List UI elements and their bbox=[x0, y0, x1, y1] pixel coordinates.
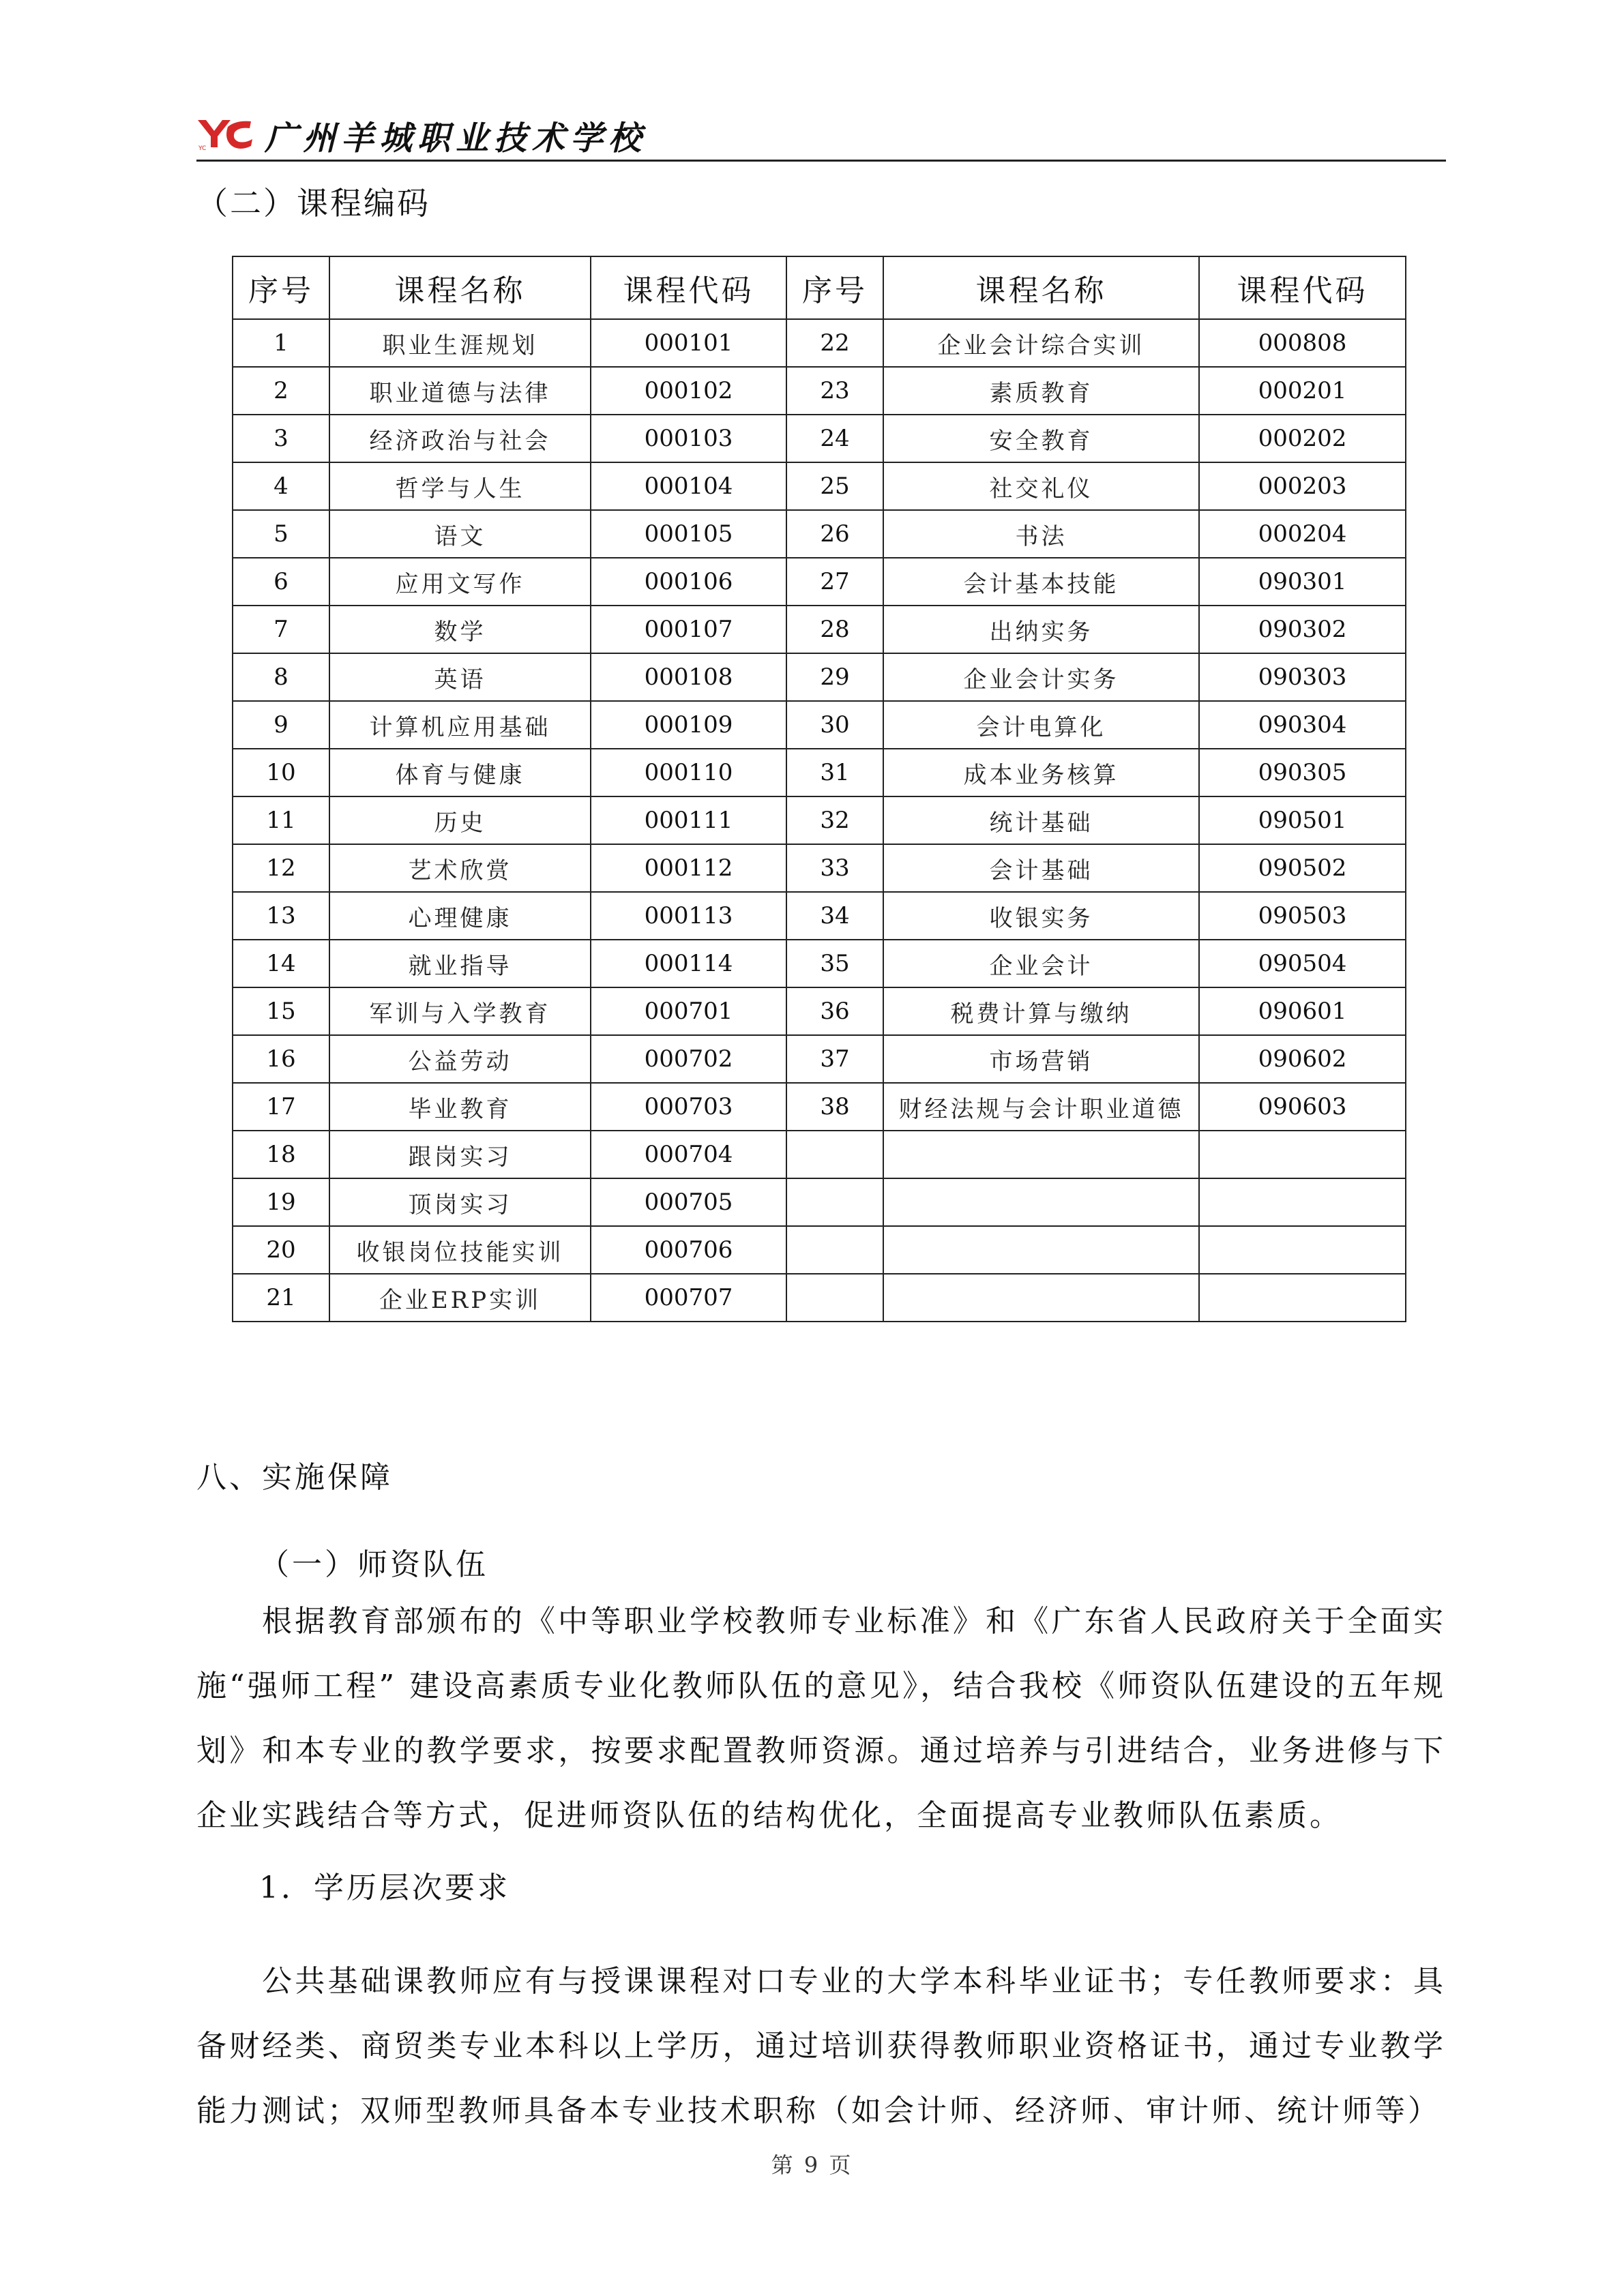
table-cell: 35 bbox=[786, 940, 883, 987]
table-cell: 统计基础 bbox=[883, 796, 1199, 844]
table-cell: 29 bbox=[786, 653, 883, 701]
table-cell: 000103 bbox=[591, 415, 786, 462]
table-cell: 书法 bbox=[883, 510, 1199, 558]
table-cell: 090305 bbox=[1199, 749, 1406, 796]
table-row bbox=[233, 940, 1406, 987]
table-row bbox=[233, 987, 1406, 1035]
column-header: 序号 bbox=[233, 256, 329, 319]
table-cell: 就业指导 bbox=[329, 940, 591, 987]
table-cell: 000702 bbox=[591, 1035, 786, 1083]
table-cell bbox=[1199, 1131, 1406, 1178]
table-row bbox=[233, 1131, 1406, 1178]
table-row bbox=[233, 749, 1406, 796]
table-cell: 1 bbox=[233, 319, 329, 367]
paragraph: 公共基础课教师应有与授课课程对口专业的大学本科毕业证书；专任教师要求：具备财经类、商贸类专业本科以上学历，通过培训获得教师职业资格证书，通过专业教学能力测试；双师型教师具备本专业技术职称（如会计师、经济师、审计师、统计师等） bbox=[196, 1964, 1446, 2128]
table-cell: 税费计算与缴纳 bbox=[883, 987, 1199, 1035]
table-cell: 企业ERP实训 bbox=[329, 1274, 591, 1322]
table-cell: 000108 bbox=[591, 653, 786, 701]
table-cell: 090504 bbox=[1199, 940, 1406, 987]
table-cell: 毕业教育 bbox=[329, 1083, 591, 1131]
school-logo bbox=[196, 116, 256, 151]
column-header: 课程代码 bbox=[591, 256, 786, 319]
table-cell: 000105 bbox=[591, 510, 786, 558]
table-cell: 顶岗实习 bbox=[329, 1178, 591, 1226]
table-row bbox=[233, 510, 1406, 558]
table-cell bbox=[883, 1178, 1199, 1226]
table-cell bbox=[1199, 1226, 1406, 1274]
table-cell: 会计基础 bbox=[883, 844, 1199, 892]
table-cell: 36 bbox=[786, 987, 883, 1035]
table-cell: 数学 bbox=[329, 606, 591, 653]
table-cell: 财经法规与会计职业道德 bbox=[883, 1083, 1199, 1131]
table-cell: 000705 bbox=[591, 1178, 786, 1226]
table-cell: 职业道德与法律 bbox=[329, 367, 591, 415]
school-name: 广州羊城职业技术学校 bbox=[265, 119, 647, 158]
table-cell: 应用文写作 bbox=[329, 558, 591, 606]
logo-text: YC bbox=[198, 145, 207, 151]
table-cell: 14 bbox=[233, 940, 329, 987]
table-cell: 8 bbox=[233, 653, 329, 701]
table-cell: 000204 bbox=[1199, 510, 1406, 558]
table-cell bbox=[883, 1226, 1199, 1274]
section-title-course-codes: （二）课程编码 bbox=[196, 185, 430, 222]
table-cell: 000101 bbox=[591, 319, 786, 367]
table-cell: 090603 bbox=[1199, 1083, 1406, 1131]
column-header: 课程名称 bbox=[883, 256, 1199, 319]
table-cell: 33 bbox=[786, 844, 883, 892]
table-cell: 090301 bbox=[1199, 558, 1406, 606]
table-cell: 心理健康 bbox=[329, 892, 591, 940]
course-code-table bbox=[232, 256, 1406, 1322]
table-cell: 2 bbox=[233, 367, 329, 415]
table-cell: 企业会计实务 bbox=[883, 653, 1199, 701]
table-cell: 20 bbox=[233, 1226, 329, 1274]
table-cell: 安全教育 bbox=[883, 415, 1199, 462]
table-cell: 30 bbox=[786, 701, 883, 749]
table-cell: 英语 bbox=[329, 653, 591, 701]
table-row bbox=[233, 319, 1406, 367]
table-cell: 000707 bbox=[591, 1274, 786, 1322]
table-cell: 社交礼仪 bbox=[883, 462, 1199, 510]
table-cell: 000703 bbox=[591, 1083, 786, 1131]
table-cell: 38 bbox=[786, 1083, 883, 1131]
table-row bbox=[233, 462, 1406, 510]
table-header-row bbox=[233, 256, 1406, 319]
table-cell: 090303 bbox=[1199, 653, 1406, 701]
table-cell: 000110 bbox=[591, 749, 786, 796]
table-row bbox=[233, 844, 1406, 892]
table-cell: 会计电算化 bbox=[883, 701, 1199, 749]
table-cell: 12 bbox=[233, 844, 329, 892]
table-cell: 历史 bbox=[329, 796, 591, 844]
table-row bbox=[233, 1083, 1406, 1131]
table-cell: 21 bbox=[233, 1274, 329, 1322]
table-cell: 市场营销 bbox=[883, 1035, 1199, 1083]
table-cell bbox=[786, 1131, 883, 1178]
table-cell: 企业会计综合实训 bbox=[883, 319, 1199, 367]
table-cell: 收银岗位技能实训 bbox=[329, 1226, 591, 1274]
table-cell: 6 bbox=[233, 558, 329, 606]
table-cell: 13 bbox=[233, 892, 329, 940]
table-cell: 哲学与人生 bbox=[329, 462, 591, 510]
table-cell: 会计基本技能 bbox=[883, 558, 1199, 606]
item-heading: 1．学历层次要求 bbox=[259, 1870, 510, 1905]
table-cell: 16 bbox=[233, 1035, 329, 1083]
table-cell: 090602 bbox=[1199, 1035, 1406, 1083]
table-cell: 公益劳动 bbox=[329, 1035, 591, 1083]
table-cell: 000107 bbox=[591, 606, 786, 653]
column-header: 课程代码 bbox=[1199, 256, 1406, 319]
table-row bbox=[233, 1274, 1406, 1322]
table-cell: 000104 bbox=[591, 462, 786, 510]
table-cell: 5 bbox=[233, 510, 329, 558]
table-cell: 090502 bbox=[1199, 844, 1406, 892]
table-cell: 000109 bbox=[591, 701, 786, 749]
table-row bbox=[233, 415, 1406, 462]
table-cell: 090601 bbox=[1199, 987, 1406, 1035]
table-row bbox=[233, 653, 1406, 701]
table-cell: 24 bbox=[786, 415, 883, 462]
table-cell: 000202 bbox=[1199, 415, 1406, 462]
table-cell: 34 bbox=[786, 892, 883, 940]
table-cell: 体育与健康 bbox=[329, 749, 591, 796]
table-cell: 31 bbox=[786, 749, 883, 796]
paragraph: 根据教育部颁布的《中等职业学校教师专业标准》和《广东省人民政府关于全面实施“强师工程” 建设高素质专业化教师队伍的意见》，结合我校《师资队伍建设的五年规划》和本专业的教学要求，按要求配置教师资源。通过培养与引进结合，业务进修与下企业实践结合等方式，促进师资队伍的结构优化，全面提高专业教师队伍素质。 bbox=[196, 1604, 1446, 1833]
table-cell: 090302 bbox=[1199, 606, 1406, 653]
table-cell: 计算机应用基础 bbox=[329, 701, 591, 749]
table-cell: 000112 bbox=[591, 844, 786, 892]
table-cell: 收银实务 bbox=[883, 892, 1199, 940]
table-cell: 000701 bbox=[591, 987, 786, 1035]
page-number: 第 9 页 bbox=[771, 2152, 853, 2178]
table-cell: 090501 bbox=[1199, 796, 1406, 844]
table-cell bbox=[1199, 1178, 1406, 1226]
table-cell bbox=[1199, 1274, 1406, 1322]
table-cell: 090304 bbox=[1199, 701, 1406, 749]
table-cell: 000203 bbox=[1199, 462, 1406, 510]
page-header bbox=[196, 109, 1446, 158]
table-cell bbox=[883, 1131, 1199, 1178]
table-cell: 7 bbox=[233, 606, 329, 653]
table-cell: 10 bbox=[233, 749, 329, 796]
table-cell: 成本业务核算 bbox=[883, 749, 1199, 796]
header-divider bbox=[196, 160, 1446, 162]
table-cell: 19 bbox=[233, 1178, 329, 1226]
table-cell: 语文 bbox=[329, 510, 591, 558]
table-cell: 素质教育 bbox=[883, 367, 1199, 415]
table-cell: 32 bbox=[786, 796, 883, 844]
table-cell: 艺术欣赏 bbox=[329, 844, 591, 892]
table-row bbox=[233, 367, 1406, 415]
table-cell: 000704 bbox=[591, 1131, 786, 1178]
subsection-heading: （一）师资队伍 bbox=[259, 1547, 488, 1582]
table-cell: 22 bbox=[786, 319, 883, 367]
table-cell bbox=[883, 1274, 1199, 1322]
table-cell: 经济政治与社会 bbox=[329, 415, 591, 462]
table-row bbox=[233, 796, 1406, 844]
table-cell: 26 bbox=[786, 510, 883, 558]
table-cell: 4 bbox=[233, 462, 329, 510]
table-cell: 37 bbox=[786, 1035, 883, 1083]
table-cell: 000111 bbox=[591, 796, 786, 844]
column-header: 序号 bbox=[786, 256, 883, 319]
table-cell: 企业会计 bbox=[883, 940, 1199, 987]
table-cell bbox=[786, 1226, 883, 1274]
table-cell bbox=[786, 1178, 883, 1226]
table-row bbox=[233, 1226, 1406, 1274]
table-cell: 3 bbox=[233, 415, 329, 462]
table-cell: 000706 bbox=[591, 1226, 786, 1274]
table-cell: 28 bbox=[786, 606, 883, 653]
table-cell: 000102 bbox=[591, 367, 786, 415]
table-cell: 000113 bbox=[591, 892, 786, 940]
table-cell: 000808 bbox=[1199, 319, 1406, 367]
table-cell: 军训与入学教育 bbox=[329, 987, 591, 1035]
table-cell: 9 bbox=[233, 701, 329, 749]
table-cell: 27 bbox=[786, 558, 883, 606]
table-cell: 职业生涯规划 bbox=[329, 319, 591, 367]
table-row bbox=[233, 558, 1406, 606]
table-row bbox=[233, 892, 1406, 940]
table-cell: 18 bbox=[233, 1131, 329, 1178]
column-header: 课程名称 bbox=[329, 256, 591, 319]
table-cell: 000201 bbox=[1199, 367, 1406, 415]
table-cell: 11 bbox=[233, 796, 329, 844]
section-heading: 八、实施保障 bbox=[196, 1460, 393, 1495]
table-cell: 000106 bbox=[591, 558, 786, 606]
table-cell: 25 bbox=[786, 462, 883, 510]
table-row bbox=[233, 701, 1406, 749]
table-cell: 15 bbox=[233, 987, 329, 1035]
table-row bbox=[233, 606, 1406, 653]
table-cell: 000114 bbox=[591, 940, 786, 987]
table-cell bbox=[786, 1274, 883, 1322]
table-cell: 090503 bbox=[1199, 892, 1406, 940]
table-cell: 23 bbox=[786, 367, 883, 415]
table-cell: 跟岗实习 bbox=[329, 1131, 591, 1178]
table-row bbox=[233, 1178, 1406, 1226]
table-cell: 17 bbox=[233, 1083, 329, 1131]
table-cell: 出纳实务 bbox=[883, 606, 1199, 653]
table-row bbox=[233, 1035, 1406, 1083]
